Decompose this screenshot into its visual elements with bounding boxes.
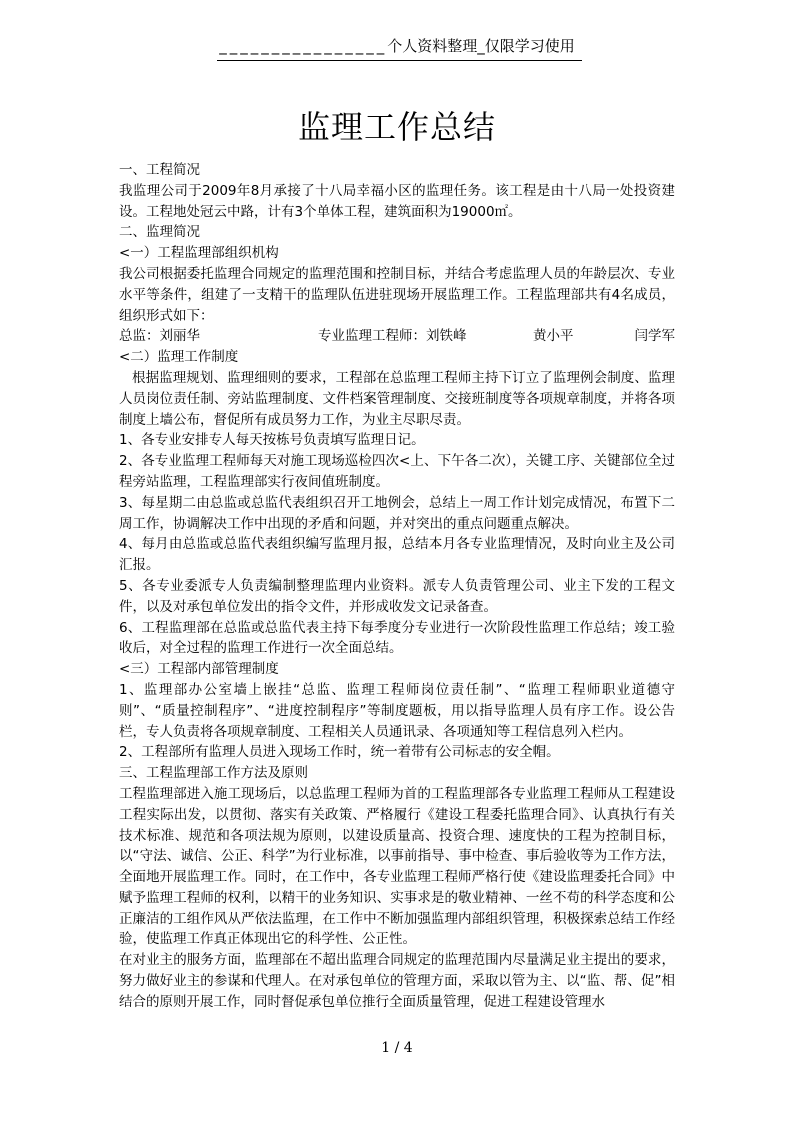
section-2-heading: 二、监理简况 — [119, 224, 200, 241]
service-paragraph: 在对业主的服务方面，监理部在不超出监理合同规定的监理范围内尽量满足业主提出的要求，努力做好业主的参谋和代理人。在对承包单位的管理方面，采取以管为主、以“监、帮、促”相结合的原则开展工作，同时督促承包单位推行全面质量管理，促进工程建设管理水 — [119, 952, 675, 1010]
rules-item: 3、每星期二由总监或总监代表组织召开工地例会，总结上一周工作计划完成情况，布置下二周工作，协调解决工作中出现的矛盾和问题，并对突出的重点问题重点解决。 — [119, 494, 675, 532]
staff-engineer: 专业监理工程师：刘铁峰 — [318, 328, 467, 345]
rules-paragraph: 根据监理规划、监理细则的要求，工程部在总监理工程师主持下订立了监理例会制度、监理人员岗位责任制、旁站监理制度、文件档案管理制度、交接班制度等各项规章制度，并将各项制度上墙公布，督促所有成员努力工作，为业主尽职尽责。 — [119, 369, 675, 428]
staff-member: 闫学军 — [634, 328, 675, 345]
page-number: 1 / 4 — [381, 1040, 413, 1056]
rules-item: 5、各专业委派专人负责编制整理监理内业资料。派专人负责管理公司、业主下发的工程文件，以及对承包单位发出的指令文件，并形成收发文记录备查。 — [119, 577, 675, 615]
organization-paragraph: 我公司根据委托监理合同规定的监理范围和控制目标，并结合考虑监理人员的年龄层次、专业水平等条件，组建了一支精干的监理队伍进驻现场开展监理工作。工程监理部共有4名成员，组织形式如下： — [119, 265, 675, 324]
section-3-heading: 三、工程监理部工作方法及原则 — [119, 765, 308, 782]
internal-item: 1、监理部办公室墙上嵌挂“总监、监理工程师岗位责任制”、“监理工程师职业道德守则”、“质量控制程序”、“进度控制程序”等制度题板，用以指导监理人员有序工作。设公告栏，专人负责将各项规章制度、工程相关人员通讯录、各项通知等工程信息列入栏内。 — [119, 681, 675, 740]
header-rule — [217, 60, 582, 61]
section-1-heading: 一、工程简况 — [119, 162, 200, 178]
staff-member: 黄小平 — [533, 328, 574, 345]
subsection-internal-management: <三）工程部内部管理制度 — [119, 661, 279, 678]
rules-item: 2、各专业监理工程师每天对施工现场巡检四次<上、下午各二次），关键工序、关键部位全过程旁站监理，工程监理部实行夜间值班制度。 — [119, 453, 675, 490]
rules-item: 6、工程监理部在总监或总监代表主持下每季度分专业进行一次阶段性监理工作总结；竣工验收后，对全过程的监理工作进行一次全面总结。 — [119, 619, 675, 657]
rules-item: 4、每月由总监或总监代表组织编写监理月报，总结本月各专业监理情况，及时向业主及公司汇报。 — [119, 536, 675, 574]
staff-chief: 总监：刘丽华 — [119, 328, 200, 345]
page-header — [0, 36, 794, 56]
header-text: 个人资料整理_仅限学习使用 — [387, 37, 575, 55]
methods-paragraph: 工程监理部进入施工现场后，以总监理工程师为首的工程监理部各专业监理工程师从工程建设工程实际出发，以贯彻、落实有关政策、严格履行《建设工程委托监理合同》、认真执行有关技术标准、规范和各项法规为原则，以建设质量高、投资合理、速度快的工程为控制目标，以“守法、诚信、公正、科学”为行业标准，以事前指导、事中检查、事后验收等为工作方法，全面地开展监理工作。同时，在工作中，各专业监理工程师严格行使《建设监理委托合同》中赋予监理工程师的权利，以精干的业务知识、实事求是的敬业精神、一丝不苟的科学态度和公正廉洁的工组作风从严依法监理，在工作中不断加强监理内部组织管理，积极探索总结工作经验，使监理工作真正体现出它的科学性、公正性。 — [119, 785, 675, 948]
rules-item: 1、各专业安排专人每天按栋号负责填写监理日记。 — [119, 432, 425, 449]
staff-row — [119, 326, 675, 347]
subsection-organization: <一）工程监理部组织机构 — [119, 245, 279, 262]
header-dashes: ________________ — [219, 37, 388, 55]
document-body — [119, 160, 675, 1013]
subsection-rules: <二）监理工作制度 — [119, 349, 239, 366]
document-title: 监理工作总结 — [297, 108, 496, 146]
section-1-paragraph: 我监理公司于2009年8月承接了十八局幸福小区的监理任务。该工程是由十八局一处投资建设。工程地处冠云中路，计有3个单体工程，建筑面积为19000㎡。 — [119, 182, 675, 220]
internal-item: 2、工程部所有监理人员进入现场工作时，统一着带有公司标志的安全帽。 — [119, 744, 560, 761]
